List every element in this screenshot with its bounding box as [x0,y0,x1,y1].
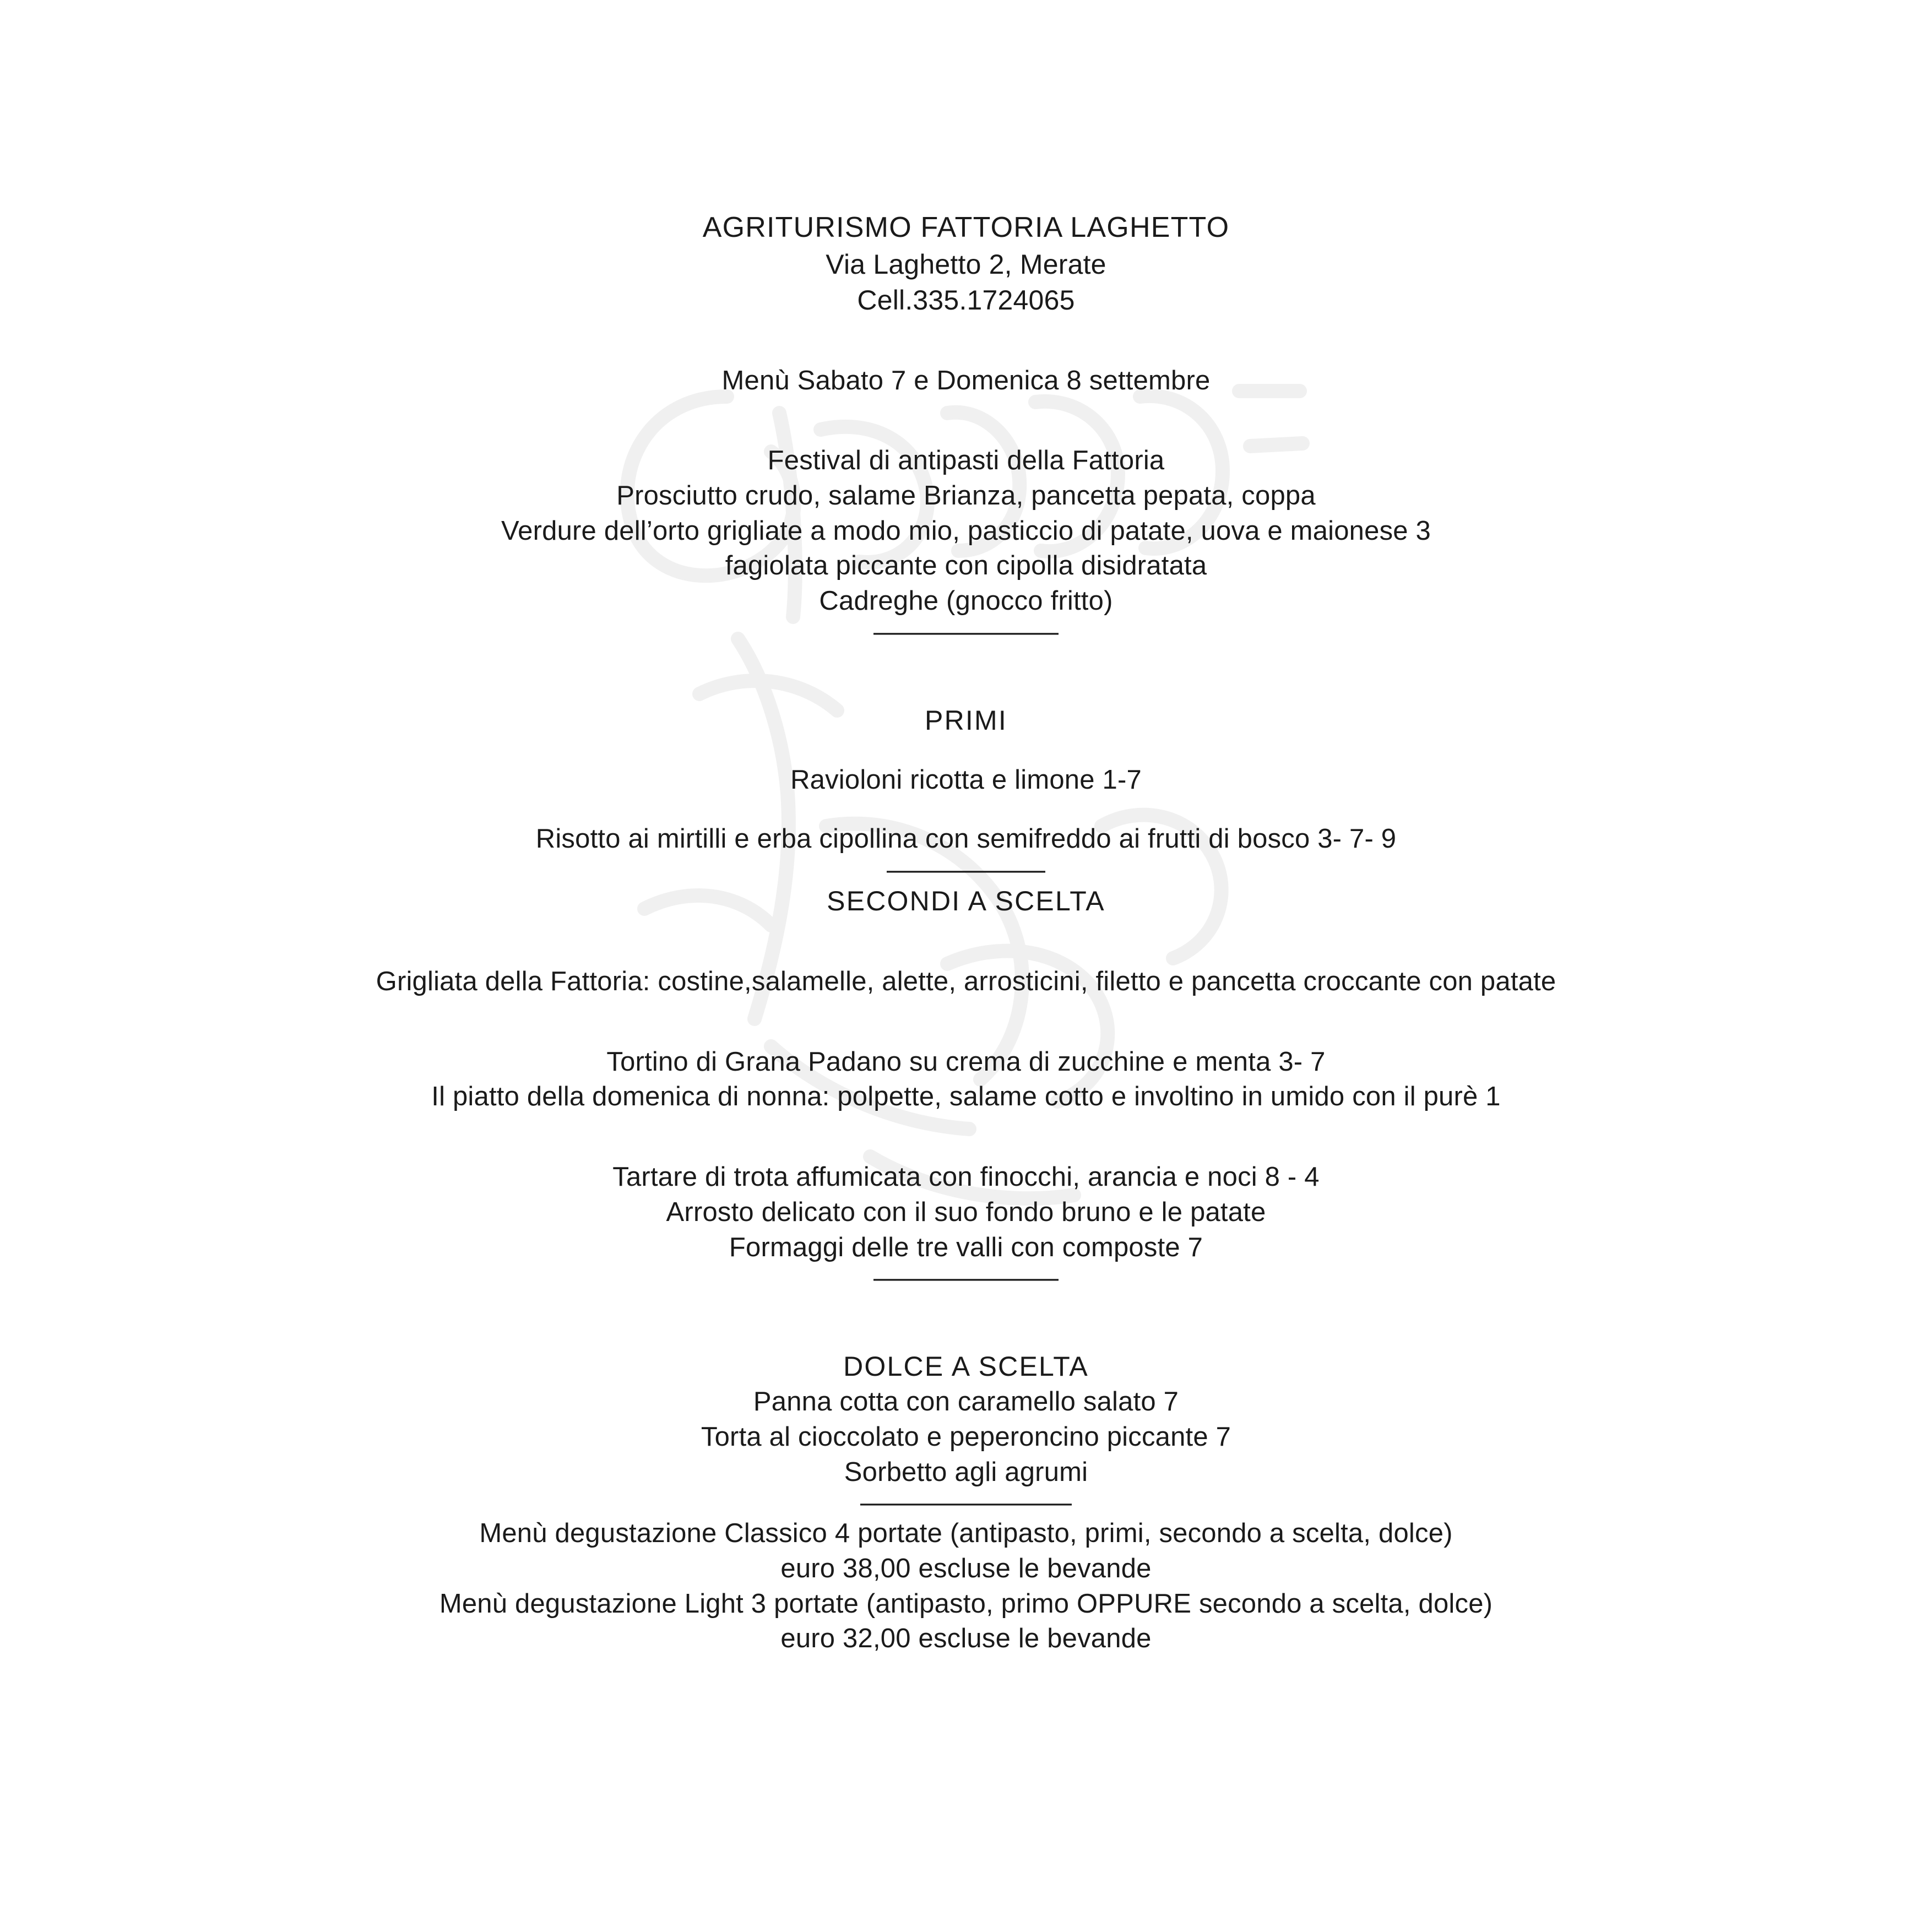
primi-item: Risotto ai mirtilli e erba cipollina con semifreddo ai frutti di bosco 3- 7- 9 [535,824,1397,854]
antipasti-item: fagiolata piccante con cipolla disidratata [725,551,1207,581]
degustazione-light-price: euro 32,00 escluse le bevande [780,1624,1152,1654]
secondi-item: Il piatto della domenica di nonna: polpette, salame cotto e involtino in umido con il purè 1 [431,1082,1501,1112]
spacer [110,1115,1822,1160]
section-primi [110,703,1822,883]
primi-heading: PRIMI [925,704,1007,736]
spacer [110,398,1822,443]
spacer [110,1000,1822,1045]
secondi-item: Tortino di Grana Padano su crema di zucchine e menta 3- 7 [606,1046,1326,1077]
spacer [110,919,1822,964]
spacer [110,645,1822,703]
section-divider: —————— [887,855,1045,885]
section-secondi [110,883,1822,1291]
dolci-item: Sorbetto agli agrumi [844,1457,1088,1487]
spacer [110,1291,1822,1349]
restaurant-name: AGRITURISMO FATTORIA LAGHETTO [702,211,1230,243]
restaurant-phone: Cell.335.1724065 [857,284,1075,316]
secondi-item: Tartare di trota affumicata con finocchi, arancia e noci 8 - 4 [612,1162,1320,1192]
secondi-item: Arrosto delicato con il suo fondo bruno e le patate [666,1197,1266,1227]
restaurant-address: Via Laghetto 2, Merate [826,248,1106,280]
section-dolci [110,1349,1822,1516]
section-divider: ———————— [860,1488,1072,1518]
dolci-item: Panna cotta con caramello salato 7 [753,1387,1179,1417]
antipasti-item: Verdure dell’orto grigliate a modo mio, pasticcio di patate, uova e maionese 3 [501,515,1431,546]
antipasti-heading: Festival di antipasti della Fattoria [767,446,1165,476]
section-antipasti [110,443,1822,645]
dolci-heading: DOLCE A SCELTA [843,1351,1089,1382]
degustazione-classico-price: euro 38,00 escluse le bevande [780,1553,1152,1583]
dolci-item: Torta al cioccolato e peperoncino piccante 7 [701,1421,1231,1452]
degustazione-light-label: Menù degustazione Light 3 portate (antipasto, primo OPPURE secondo a scelta, dolce) [439,1588,1493,1619]
section-degustazione [110,1516,1822,1657]
spacer [110,797,1822,822]
spacer [110,318,1822,363]
degustazione-classico-label: Menù degustazione Classico 4 portate (antipasto, primi, secondo a scelta, dolce) [479,1518,1453,1549]
section-divider: ——————— [873,1263,1059,1293]
secondi-heading: SECONDI A SCELTA [827,886,1105,917]
spacer [110,739,1822,763]
secondi-item: Grigliata della Fattoria: costine,salamelle, alette, arrosticini, filetto e pancetta croccante con patate [376,967,1556,997]
antipasti-item: Prosciutto crudo, salame Brianza, pancetta pepata, coppa [616,480,1316,511]
primi-item: Ravioloni ricotta e limone 1-7 [790,764,1142,795]
menu-dates: Menù Sabato 7 e Domenica 8 settembre [721,365,1211,395]
antipasti-item: Cadreghe (gnocco fritto) [819,586,1113,616]
secondi-item: Formaggi delle tre valli con composte 7 [729,1232,1203,1262]
section-divider: ——————— [873,617,1059,647]
